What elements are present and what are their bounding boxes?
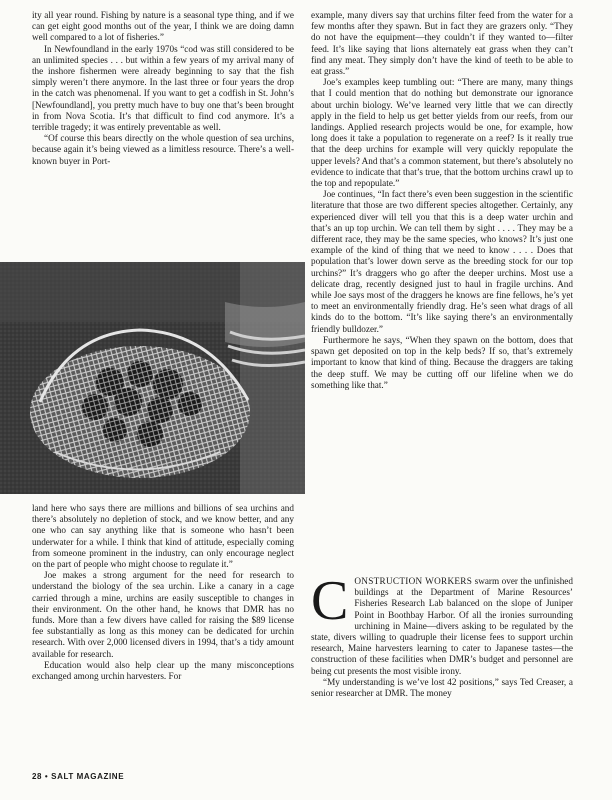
section-opening-paragraph	[311, 570, 573, 677]
paragraph: “Of course this bears directly on the whole question of sea urchins, because again it’s being viewed as a limitless resource. There’s a well-known buyer in Port-	[32, 133, 294, 166]
right-column	[311, 10, 573, 450]
paragraph: ity all year round. Fishing by nature is a seasonal type thing, and if we can get eight good months out of the year, I think we are doing damn well compared to a lot of fisheries.”	[32, 10, 294, 43]
page-footer: 28 • SALT MAGAZINE	[32, 772, 125, 781]
paragraph-text: swarm over the unfinished buildings at the Department of Marine Resources’ Fisheries Research Lab balanced on the slope of Juniper Point in Boothbay Harbor. Of all the ironies surrounding urchining in Maine—divers asking to be regulated by the state, divers willing to quadruple their license fees to support urchin research, Maine harvesters learning to cater to Japanese tastes—the construction of these facilities when DMR’s budget and personnel are being cut presents the most visible irony.	[311, 576, 573, 676]
mesh-bag-photo-icon	[0, 262, 305, 494]
left-column-bottom	[32, 503, 294, 771]
paragraph: Education would also help clear up the many misconceptions exchanged among urchin harvesters. For	[32, 659, 294, 682]
paragraph: Furthermore he says, “When they spawn on the bottom, does that spawn get deposited on top in the kelp beds? If so, that’s extremely important to know that kind of thing. Because the draggers are taking the deep stuff. We may be cutting off our lifeline when we do something like that.”	[311, 334, 573, 390]
paragraph: Joe’s examples keep tumbling out: “There are many, many things that I could mention that do nothing but demonstrate our ignorance about urchin biology. We’ve learned very little that we can directly apply in the field to help us get better yields from our reefs, from our landings. Applied research projects would be one, for example, how long does it take a population to regenerate on a reef? Is it really true that the deep urchins for example will very quickly repopulate the upper levels? And that’s a common statement, but there’s absolutely no evidence to indicate that that’s true, that the bottom urchins crawl up to the top and repopulate.”	[311, 77, 573, 189]
paragraph: example, many divers say that urchins filter feed from the water for a few months after they spawn. But in fact they are grazers only. “They do not have the equipment—they couldn’t if they wanted to—filter feed. It’s like saying that lions alternately eat grass when they can’t find any meat. They simply don’t have the kind of teeth to be able to eat grass.”	[311, 10, 573, 77]
paragraph: In Newfoundland in the early 1970s “cod was still considered to be an unlimited species . . . but within a few years of my arrival many of the inshore fishermen were already beginning to say that the fish simply weren’t there anymore. In the last three or four years the drop in the catch was phenomenal. If you want to get a codfish in St. John’s [Newfoundland], you pretty much have to buy one that’s been brought in from Nova Scotia. It’s that difficult to find cod anymore. It’s a terrible tragedy; it was entirely preventable as well.	[32, 43, 294, 133]
lead-in: ONSTRUCTION WORKERS	[354, 576, 473, 586]
paragraph: land here who says there are millions and billions of sea urchins and there’s absolutely no depletion of stock, and we know better, and any one who can say anything like that is someone who hasn’t been underwater for a while. I think that kind of attitude, especially coming from someone prominent in the industry, can only encourage neglect on the part of people who might choose to regulate it.”	[32, 503, 294, 570]
drop-cap: C	[311, 570, 349, 632]
paragraph: Joe continues, “In fact there’s even been suggestion in the scientific literature that those are two different species altogether. Certainly, any experienced diver will tell you that this is a deep water urchin and that’s an up top urchin. We can tell them by sight . . . . They may be a different race, they may be the same species, who knows? It’s just one example of the kind of thing that we need to know . . . . Does that population that’s lower down serve as the breeding stock for our top urchins?” It’s draggers who go after the deeper urchins. Most use a delicate drag, recently designed just to haul in fragile urchins. And while Joe says most of the draggers he knows are fine fellows, he’s yet to meet an environmentally friendly drag. He’s seen what drags of all kinds do to the bottom. “It’s like saying there’s an environmentally friendly bulldozer.”	[311, 189, 573, 334]
right-column-bottom	[311, 570, 573, 776]
paragraph: Joe makes a strong argument for the need for research to understand the biology of the sea urchin. Like a canary in a cage carried through a mine, urchins are easily susceptible to changes in their environment. On the other hand, he knows that DMR has no funds. More than a few divers have called for raising the $89 license fee substantially as long as this money can be dedicated for urchin research. With over 2,000 licensed divers in 1994, that’s a tidy amount available for research.	[32, 570, 294, 659]
paragraph: “My understanding is we’ve lost 42 positions,” says Ted Creaser, a senior researcher at DMR. The money	[311, 676, 573, 699]
urchin-bag-photo	[0, 262, 305, 494]
left-column-top	[32, 10, 294, 255]
